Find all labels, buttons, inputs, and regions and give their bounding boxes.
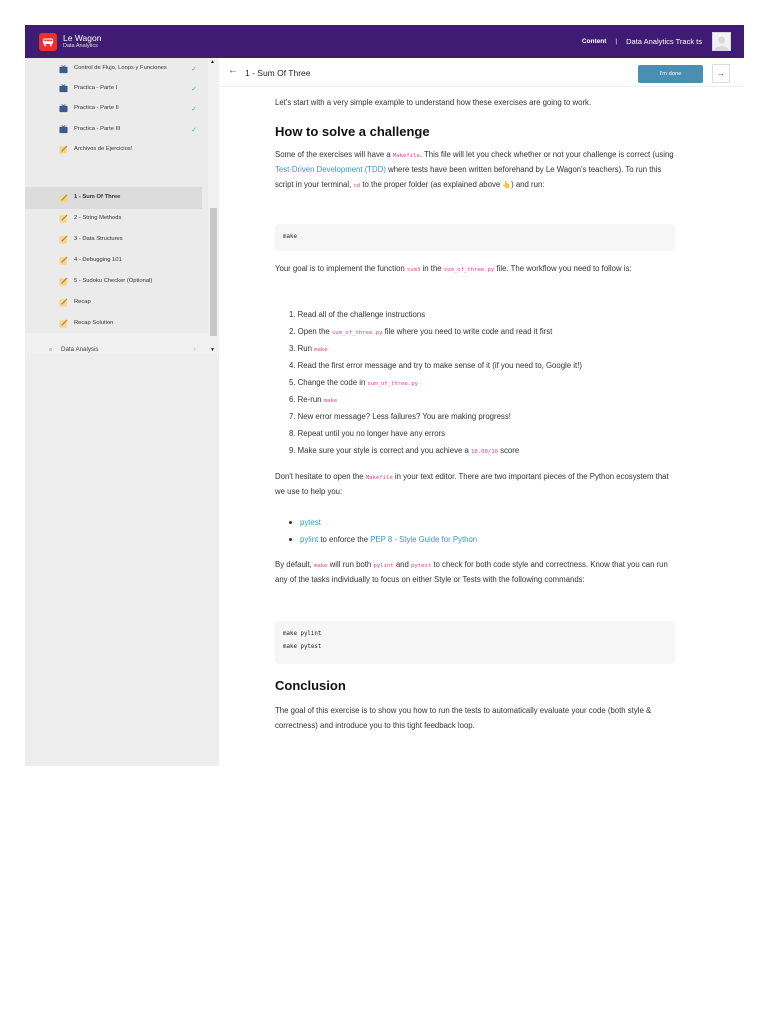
conclusion-paragraph: The goal of this exercise is to show you how to run the tests to automatically evaluate your code (both style & correctness) and introduce you to this tight feedback loop.: [275, 706, 652, 730]
pencil-note-icon: [59, 214, 68, 223]
section-dot-icon: [49, 348, 52, 351]
next-arrow-icon[interactable]: →: [712, 64, 730, 83]
list-item: 3. Run make: [289, 344, 328, 353]
sidebar-item-label: 1 - Sum Of Three: [74, 194, 121, 201]
inline-code: Makefile: [365, 475, 393, 481]
code-block-make: [275, 224, 675, 251]
list-item: 5. Change the code in sum_of_three.py: [289, 378, 418, 387]
code-block-make-tasks: [275, 621, 675, 664]
list-item: 6. Re-run make: [289, 395, 338, 404]
inline-code: sum_of_three.py: [443, 267, 495, 273]
list-item: 9. Make sure your style is correct and you achieve a 10.00/10 score: [289, 446, 520, 455]
intro-paragraph: Let's start with a very simple example to understand how these exercises are going to work.: [275, 98, 592, 107]
code-line: make: [283, 234, 297, 240]
sidebar-item-label: Recap Solution: [74, 319, 114, 326]
inline-code: make: [314, 563, 328, 569]
lesson-header: [219, 58, 744, 87]
main-content: [219, 58, 744, 766]
le-wagon-logo[interactable]: [39, 33, 57, 51]
tv-icon: [59, 125, 68, 134]
sidebar-item-label: Practica - Parte I: [74, 84, 118, 91]
pylint-link[interactable]: pylint: [300, 535, 319, 544]
sidebar-item-label: Control de Flujo, Loops y Funciones: [74, 65, 167, 72]
sidebar-item-archivos[interactable]: [25, 142, 201, 157]
pencil-note-icon: [59, 319, 68, 328]
wagon-icon: [42, 37, 54, 47]
tools-list: [289, 514, 679, 548]
checkmark-icon: ✓: [191, 66, 197, 73]
sidebar-item-label: 4 - Debugging 101: [74, 256, 122, 263]
list-item: 7. New error message? Less failures? You are making progress!: [289, 412, 511, 421]
sidebar-item-sudoku-checker[interactable]: [25, 274, 201, 289]
sidebar-item-label: Recap: [74, 298, 91, 305]
brand-subtitle: Data Analytics: [63, 43, 98, 49]
heading-how-to-solve: How to solve a challenge: [275, 124, 430, 139]
sidebar-item-label: 2 - String Methods: [74, 214, 122, 221]
course-sidebar: [25, 58, 219, 766]
brand: [63, 34, 101, 50]
goal-paragraph: Your goal is to implement the function sum3 in the sum_of_three.py file. The workflow you need to follow is:: [275, 264, 632, 273]
bullet-icon: [289, 538, 292, 541]
tv-icon: [59, 104, 68, 113]
default-run-paragraph: By default, make will run both pylint and pytest to check for both code style and correctness. Know that you can run any of the tasks individually to focus on either Style or Tests with the following commands:: [275, 560, 668, 584]
code-line: make pytest: [283, 643, 322, 650]
sidebar-item-sum-of-three[interactable]: [25, 187, 202, 209]
pencil-note-icon: [59, 194, 68, 203]
makefile-paragraph: Some of the exercises will have a Makefile. This file will let you check whether or not your challenge is correct (using Test-Driven Development (TDD) where tests have been written beforehand by Le Wagon's teachers). To run this script in your terminal, cd to the proper folder (as explained above 👆) and run:: [275, 150, 674, 189]
back-arrow-icon[interactable]: ←: [228, 65, 238, 76]
brand-name: Le Wagon: [63, 32, 102, 43]
workflow-steps-list: [289, 306, 679, 459]
list-item: [289, 514, 679, 531]
sidebar-scrollbar[interactable]: [209, 58, 218, 354]
inline-code: pytest: [411, 563, 432, 569]
scroll-down-icon[interactable]: ▼: [210, 347, 215, 353]
im-done-button[interactable]: I'm done: [638, 65, 703, 83]
checkmark-icon: ✓: [191, 85, 197, 93]
pytest-link[interactable]: pytest: [300, 518, 321, 527]
sidebar-item-label: 3 - Data Structures: [74, 235, 123, 242]
avatar[interactable]: [712, 32, 731, 51]
sidebar-item-practica-parte-3[interactable]: [25, 122, 201, 137]
code-line: make pylint: [283, 631, 322, 637]
pencil-note-icon: [59, 145, 68, 154]
top-right-nav: [582, 32, 731, 51]
bullet-icon: [289, 521, 292, 524]
list-item: 8. Repeat until you no longer have any errors: [289, 429, 446, 438]
nav-separator: |: [615, 38, 618, 45]
top-navbar: [25, 25, 744, 58]
content-link[interactable]: Content: [581, 38, 607, 45]
pencil-note-icon: [59, 298, 68, 307]
scroll-up-icon[interactable]: ▲: [210, 59, 215, 65]
sidebar-item-label: Archivos de Ejercicios!: [74, 145, 133, 152]
sidebar-empty-area: [25, 354, 219, 766]
pencil-note-icon: [59, 277, 68, 286]
tv-icon: [59, 84, 68, 93]
pep8-link[interactable]: PEP 8 - Style Guide for Python: [370, 535, 478, 544]
track-dropdown[interactable]: Data Analytics Track ts: [626, 37, 702, 46]
sidebar-item-practica-parte-2[interactable]: [25, 101, 201, 116]
list-item: 2. Open the sum_of_three.py file where you need to write code and read it first: [289, 327, 553, 336]
sidebar-item-label: Practica - Parte II: [74, 104, 119, 111]
sidebar-item-recap-solution[interactable]: [25, 316, 201, 331]
sidebar-item-practica-parte-1[interactable]: [25, 81, 201, 96]
sidebar-item-string-methods[interactable]: [25, 211, 201, 226]
chevron-right-icon: ›: [193, 345, 196, 353]
inline-code: cd: [353, 182, 361, 189]
tdd-link[interactable]: Test-Driven Development (TDD): [275, 164, 386, 174]
sidebar-item-data-structures[interactable]: [25, 232, 201, 247]
pencil-note-icon: [59, 256, 68, 265]
lesson-list: [25, 58, 208, 333]
checkmark-icon: ✓: [191, 126, 197, 134]
list-item: 4. Read the first error message and try to make sense of it (if you need to, Google it!): [289, 361, 582, 370]
app-window: [25, 25, 744, 766]
heading-conclusion: Conclusion: [275, 678, 346, 693]
tv-icon: [59, 65, 68, 74]
sidebar-item-control-de-flujo[interactable]: [25, 60, 201, 78]
sidebar-item-label: 5 - Sudoku Checker (Optional): [74, 277, 153, 284]
user-avatar-icon: [713, 34, 730, 50]
sidebar-item-recap[interactable]: [25, 295, 201, 310]
list-item: pylint to enforce the PEP 8 - Style Guide for Python: [289, 531, 679, 548]
section-label: Data Analysis: [61, 345, 99, 353]
inline-code: Makefile: [392, 153, 420, 159]
sidebar-item-debugging[interactable]: [25, 253, 201, 268]
list-item: 1. Read all of the challenge instructions: [289, 310, 426, 319]
inline-code: pylint: [373, 563, 394, 569]
inline-code: sum3: [406, 267, 421, 273]
lesson-title: 1 - Sum Of Three: [245, 68, 311, 78]
makefile-hint-paragraph: Don't hesitate to open the Makefile in your text editor. There are two important pieces of the Python ecosystem that we use to help you:: [275, 472, 669, 496]
scrollbar-thumb[interactable]: [210, 208, 217, 336]
sidebar-item-label: Practica - Parte III: [74, 125, 121, 132]
pencil-note-icon: [59, 235, 68, 244]
pointing-up-icon: 👆: [502, 181, 512, 189]
checkmark-icon: ✓: [191, 105, 197, 113]
